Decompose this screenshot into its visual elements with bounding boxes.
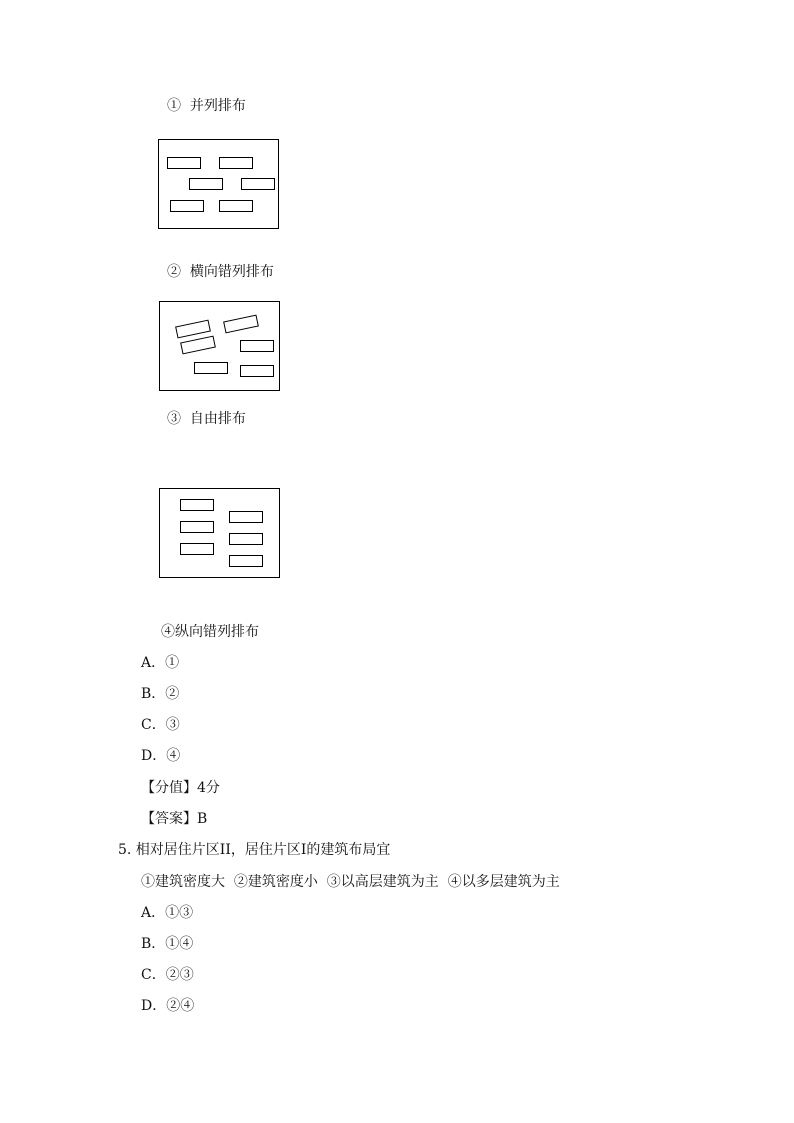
q5-option-a: A．①③ [141,905,194,921]
figure-3-diagram [159,488,280,578]
q5-option-d: D．②④ [141,998,195,1014]
q4-option-d: D．④ [141,748,181,764]
building-block [241,178,275,190]
building-block [240,340,274,352]
figure-4-caption: ④纵向错列排布 [161,624,259,640]
building-block [219,200,253,212]
q5-stem: 5. 相对居住片区II，居住片区I的建筑布局宜 [118,842,391,858]
q4-answer: 【答案】B [141,811,208,827]
building-block [180,521,214,533]
building-block [175,320,211,339]
building-block [229,511,263,523]
building-block [180,499,214,511]
building-block [180,336,216,355]
figure-3-caption: ③ 自由排布 [167,411,246,427]
building-block [229,555,263,567]
building-block [180,543,214,555]
q4-score: 【分值】4分 [141,780,220,796]
q4-option-c: C．③ [141,717,180,733]
building-block [223,315,259,334]
q5-option-c: C．②③ [141,967,194,983]
q4-option-a: A．① [141,655,180,671]
figure-1-diagram [158,139,279,229]
building-block [194,362,228,374]
figure-2-caption: ② 横向错列排布 [167,264,274,280]
building-block [240,365,274,377]
building-block [229,533,263,545]
q5-statements: ①建筑密度大 ②建筑密度小 ③以高层建筑为主 ④以多层建筑为主 [141,874,560,890]
figure-2-diagram [159,301,280,391]
q5-option-b: B．①④ [141,936,194,952]
q4-option-b: B．② [141,686,180,702]
building-block [170,200,204,212]
building-block [219,157,253,169]
figure-1-caption: ① 并列排布 [167,98,246,114]
building-block [189,178,223,190]
building-block [167,157,201,169]
